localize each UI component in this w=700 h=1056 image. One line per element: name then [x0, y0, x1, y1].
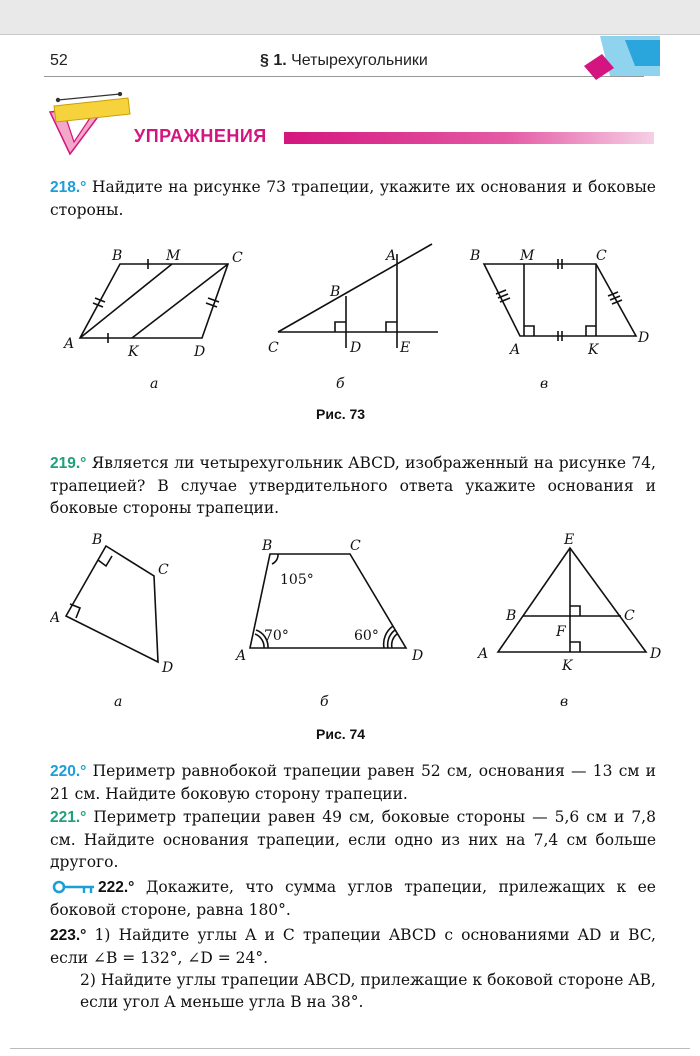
fig73a-label-C: C [232, 250, 243, 266]
exercise-number: 220.° [50, 763, 87, 780]
fig74c-label-A: A [478, 646, 489, 662]
fig74b-angle-A: 70° [264, 628, 289, 644]
fig73-sub-c: в [540, 376, 549, 392]
exercise-218 [50, 176, 656, 221]
fig74-sub-c: в [560, 694, 569, 710]
fig73c-diagram [469, 248, 649, 358]
fig73a-label-A: A [64, 336, 75, 352]
fig74a-label-B: B [92, 532, 103, 548]
exercise-number: 222.° [98, 879, 135, 896]
fig73b-label-A: A [386, 248, 397, 264]
textbook-page [10, 36, 690, 1049]
fig73a-label-D: D [194, 344, 206, 360]
fig74c-diagram [476, 532, 661, 674]
fig73a-diagram [62, 248, 243, 360]
exercise-number: 223.° [50, 927, 87, 944]
fig74a-label-A: A [50, 610, 61, 626]
fig73c-label-A: A [510, 342, 521, 358]
fig74-caption: Рис. 74 [316, 726, 366, 742]
fig74b-angle-B: 105° [280, 572, 314, 588]
exercise-text: Найдите на рисунке 73 трапеции, укажите их основания и боковые стороны. [50, 178, 656, 219]
exercise-219 [50, 452, 656, 519]
fig73c-label-C: C [596, 248, 607, 264]
exercise-223 [50, 924, 656, 1013]
fig74c-label-F: F [556, 624, 566, 640]
fig73-sub-a: а [150, 376, 159, 392]
exercise-222 [50, 876, 656, 921]
exercise-text-part2: 2) Найдите углы трапеции ABCD, прилежащие к боковой стороне AB, если угол A меньше угла B на 38°. [80, 971, 656, 1011]
section-mark: § 1. [260, 52, 287, 69]
viewer-toolbar [0, 0, 700, 35]
fig73a-label-K: K [128, 344, 139, 360]
fig73b-label-C: C [268, 340, 279, 356]
fig74b-label-B: B [262, 538, 273, 554]
fig74-sub-b: б [320, 694, 329, 710]
fig74c-label-E: E [564, 532, 575, 548]
fig73c-label-B: B [470, 248, 481, 264]
exercise-number: 218.° [50, 179, 87, 196]
exercise-220 [50, 760, 656, 805]
fig73c-label-K: K [588, 342, 599, 358]
page-number: 52 [50, 52, 68, 69]
ruler-triangle-icon [44, 92, 134, 156]
fig74b-label-D: D [412, 648, 424, 664]
exercises-heading: УПРАЖНЕНИЯ [134, 126, 267, 146]
fig74c-label-D: D [650, 646, 662, 662]
exercise-text: Периметр трапеции равен 49 см, боковые стороны — 5,6 см и 7,8 см. Найдите основания трапеции, если одно из них на 7,4 см больше другого. [50, 808, 656, 871]
fig74-sub-a: а [114, 694, 123, 710]
fig73c-label-D: D [638, 330, 650, 346]
figure-73 [50, 236, 670, 366]
fig73b-label-D: D [350, 340, 362, 356]
exercise-221 [50, 806, 656, 873]
exercise-number: 221.° [50, 809, 87, 826]
fig74c-label-C: C [624, 608, 635, 624]
fig73b-label-E: E [400, 340, 411, 356]
exercise-text: Периметр равнобокой трапеции равен 52 см, основания — 13 см и 21 см. Найдите боковую сторону трапеции. [50, 762, 656, 803]
fig74c-label-B: B [506, 608, 517, 624]
section-header [260, 52, 428, 70]
fig74b-diagram [234, 538, 423, 664]
fig73-caption: Рис. 73 [316, 406, 366, 422]
fig74b-label-C: C [350, 538, 361, 554]
exercise-number: 219.° [50, 455, 87, 472]
fig73b-label-B: B [330, 284, 341, 300]
fig74a-label-D: D [162, 660, 174, 676]
header-rule [44, 76, 644, 77]
cube-logo-icon [580, 36, 660, 84]
fig74b-angle-D: 60° [354, 628, 379, 644]
fig73a-label-B: B [112, 248, 123, 264]
fig73b-diagram [268, 244, 438, 356]
exercise-text: Является ли четырехугольник ABCD, изображенный на рисунке 74, трапецией? В случае утвердительного ответа укажите основания и боковые стороны трапеции. [50, 454, 656, 517]
exercise-text: Докажите, что сумма углов трапеции, прилежащих к ее боковой стороне, равна 180°. [50, 878, 656, 919]
fig73c-label-M: M [520, 248, 535, 264]
fig74c-label-K: K [562, 658, 573, 674]
figure-74 [50, 530, 670, 680]
fig74b-label-A: A [236, 648, 247, 664]
exercise-text-part1: 1) Найдите углы A и C трапеции ABCD с основаниями AD и BC, если ∠B = 132°, ∠D = 24°. [50, 926, 656, 967]
fig73a-label-M: M [166, 248, 181, 264]
fig74a-label-C: C [158, 562, 169, 578]
heading-bar [284, 132, 654, 144]
fig74a-diagram [50, 532, 173, 676]
fig73-sub-b: б [336, 376, 345, 392]
section-title: Четырехугольники [291, 52, 428, 69]
